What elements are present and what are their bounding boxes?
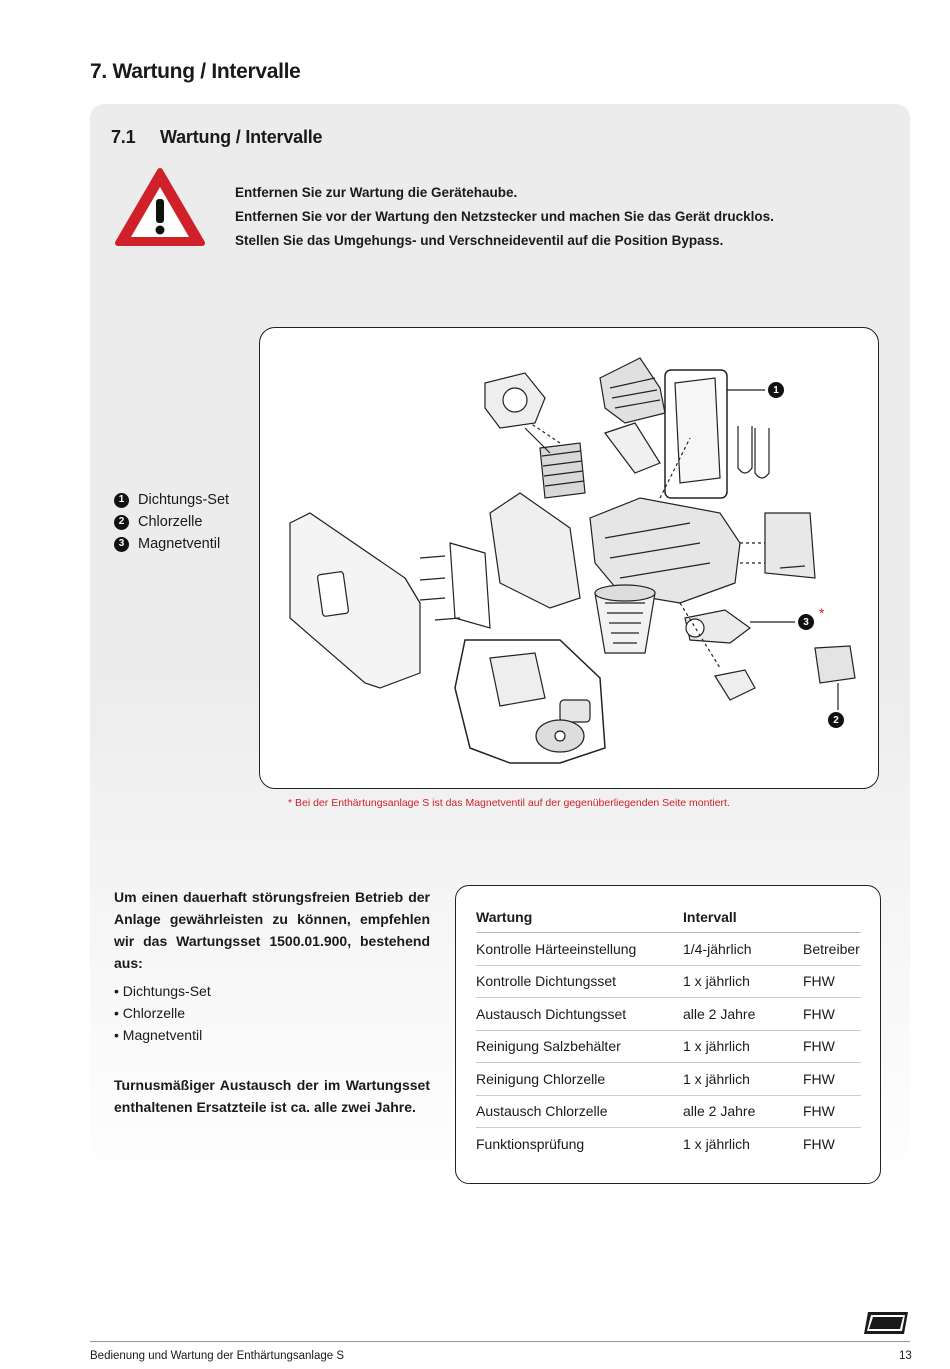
table-cell: FHW	[803, 1063, 861, 1096]
maintenance-interval-table	[476, 902, 861, 1160]
replacement-note: Turnusmäßiger Austausch der im Wartungsset enthaltenen Ersatzteile ist ca. alle zwei Jahre.	[114, 1077, 430, 1115]
table-row	[476, 1030, 861, 1063]
table-cell: alle 2 Jahre	[683, 998, 803, 1031]
table-cell: FHW	[803, 1095, 861, 1128]
page-number: 13	[899, 1350, 912, 1362]
u-clips	[738, 426, 769, 478]
column-header: Wartung	[476, 902, 683, 933]
legend-item	[114, 489, 229, 511]
table-row	[476, 1128, 861, 1160]
table-cell: 1 x jährlich	[683, 1135, 750, 1152]
table-cell: FHW	[803, 1030, 861, 1063]
controller-bracket	[490, 493, 580, 608]
legend-label: Chlorzelle	[138, 514, 203, 530]
callout-3-asterisk: *	[819, 605, 825, 621]
small-fitting	[715, 670, 755, 700]
legend-label: Dichtungs-Set	[138, 492, 230, 508]
warning-text	[235, 181, 855, 253]
inset-bracket	[490, 653, 545, 706]
table-cell: Reinigung Chlorzelle	[476, 1063, 683, 1096]
legend-label: Magnetventil	[138, 536, 221, 552]
right-connector	[765, 513, 815, 578]
table-cell: 1 x jährlich	[683, 965, 803, 998]
table-cell: Kontrolle Härteeinstellung	[476, 933, 683, 966]
table-row	[476, 933, 861, 966]
table-header-row	[476, 902, 861, 933]
column-header	[803, 902, 861, 933]
table-cell: alle 2 Jahre	[683, 1095, 803, 1128]
table-cell: Reinigung Salzbehälter	[476, 1030, 683, 1063]
housing-cover	[290, 513, 420, 688]
table-cell: FHW	[803, 965, 861, 998]
footer-divider	[90, 1341, 910, 1342]
syr-badge-on-cover	[317, 571, 349, 616]
recommendation-lead: Um einen dauerhaft störungsfreien Betrieb der Anlage gewährleisten zu können, empfehlen wir das Wartungsset 1500.01.900, bestehend aus:	[114, 889, 430, 971]
seal-gasket	[605, 423, 660, 473]
legend-number: 1	[114, 493, 129, 508]
column-header: Intervall	[683, 902, 803, 933]
inset-connector	[560, 700, 590, 722]
table-cell: 1 x jährlich	[683, 1063, 803, 1096]
section-heading	[111, 127, 322, 148]
callout-2-badge: 2	[828, 712, 844, 728]
list-item: • Chlorzelle	[114, 1002, 430, 1024]
list-item: • Magnetventil	[114, 1024, 430, 1046]
callout-1-badge: 1	[768, 382, 784, 398]
table-cell: 1/4-jährlich	[683, 933, 803, 966]
section-title: Wartung / Intervalle	[160, 127, 323, 147]
table-row	[476, 998, 861, 1031]
table-cell: Betreiber	[803, 933, 861, 966]
maintenance-kit-list	[114, 980, 430, 1046]
legend	[114, 489, 229, 555]
diagram-footnote: * Bei der Enthärtungsanlage S ist das Magnetventil auf der gegenüberliegenden Seite montiert.	[288, 797, 730, 809]
table-cell: Austausch Chlorzelle	[476, 1095, 683, 1128]
maintenance-table-box	[455, 885, 881, 1184]
warning-line: Entfernen Sie zur Wartung die Gerätehaube.	[235, 185, 518, 200]
legend-item	[114, 511, 229, 533]
page-title: 7. Wartung / Intervalle	[90, 60, 301, 83]
footer-text: Bedienung und Wartung der Enthärtungsanlage S	[90, 1350, 345, 1362]
table-row	[476, 1063, 861, 1096]
callout-3-badge: 3	[798, 614, 814, 630]
table-cell: 1 x jährlich	[683, 1030, 803, 1063]
warning-triangle-icon	[114, 167, 206, 247]
table-row	[476, 1095, 861, 1128]
legend-item	[114, 533, 229, 555]
warning-line: Stellen Sie das Umgehungs- und Verschneideventil auf die Position Bypass.	[235, 233, 724, 248]
table-cell: FHW	[803, 1135, 835, 1152]
exploded-view-diagram	[259, 327, 879, 789]
section-number: 7.1	[111, 127, 136, 147]
chlorine-cell	[815, 646, 855, 683]
table-row	[476, 965, 861, 998]
table-cell: Austausch Dichtungsset	[476, 998, 683, 1031]
legend-number: 3	[114, 537, 129, 552]
legend-number: 2	[114, 515, 129, 530]
maintenance-recommendation	[114, 886, 430, 1118]
list-item: • Dichtungs-Set	[114, 980, 430, 1002]
warning-line: Entfernen Sie vor der Wartung den Netzstecker und machen Sie das Gerät drucklos.	[235, 209, 774, 224]
syr-logo	[862, 1310, 910, 1336]
table-cell: FHW	[803, 998, 861, 1031]
table-cell: Funktionsprüfung	[476, 1135, 585, 1152]
table-cell: Kontrolle Dichtungsset	[476, 965, 683, 998]
exploded-view-illustration	[260, 328, 880, 790]
